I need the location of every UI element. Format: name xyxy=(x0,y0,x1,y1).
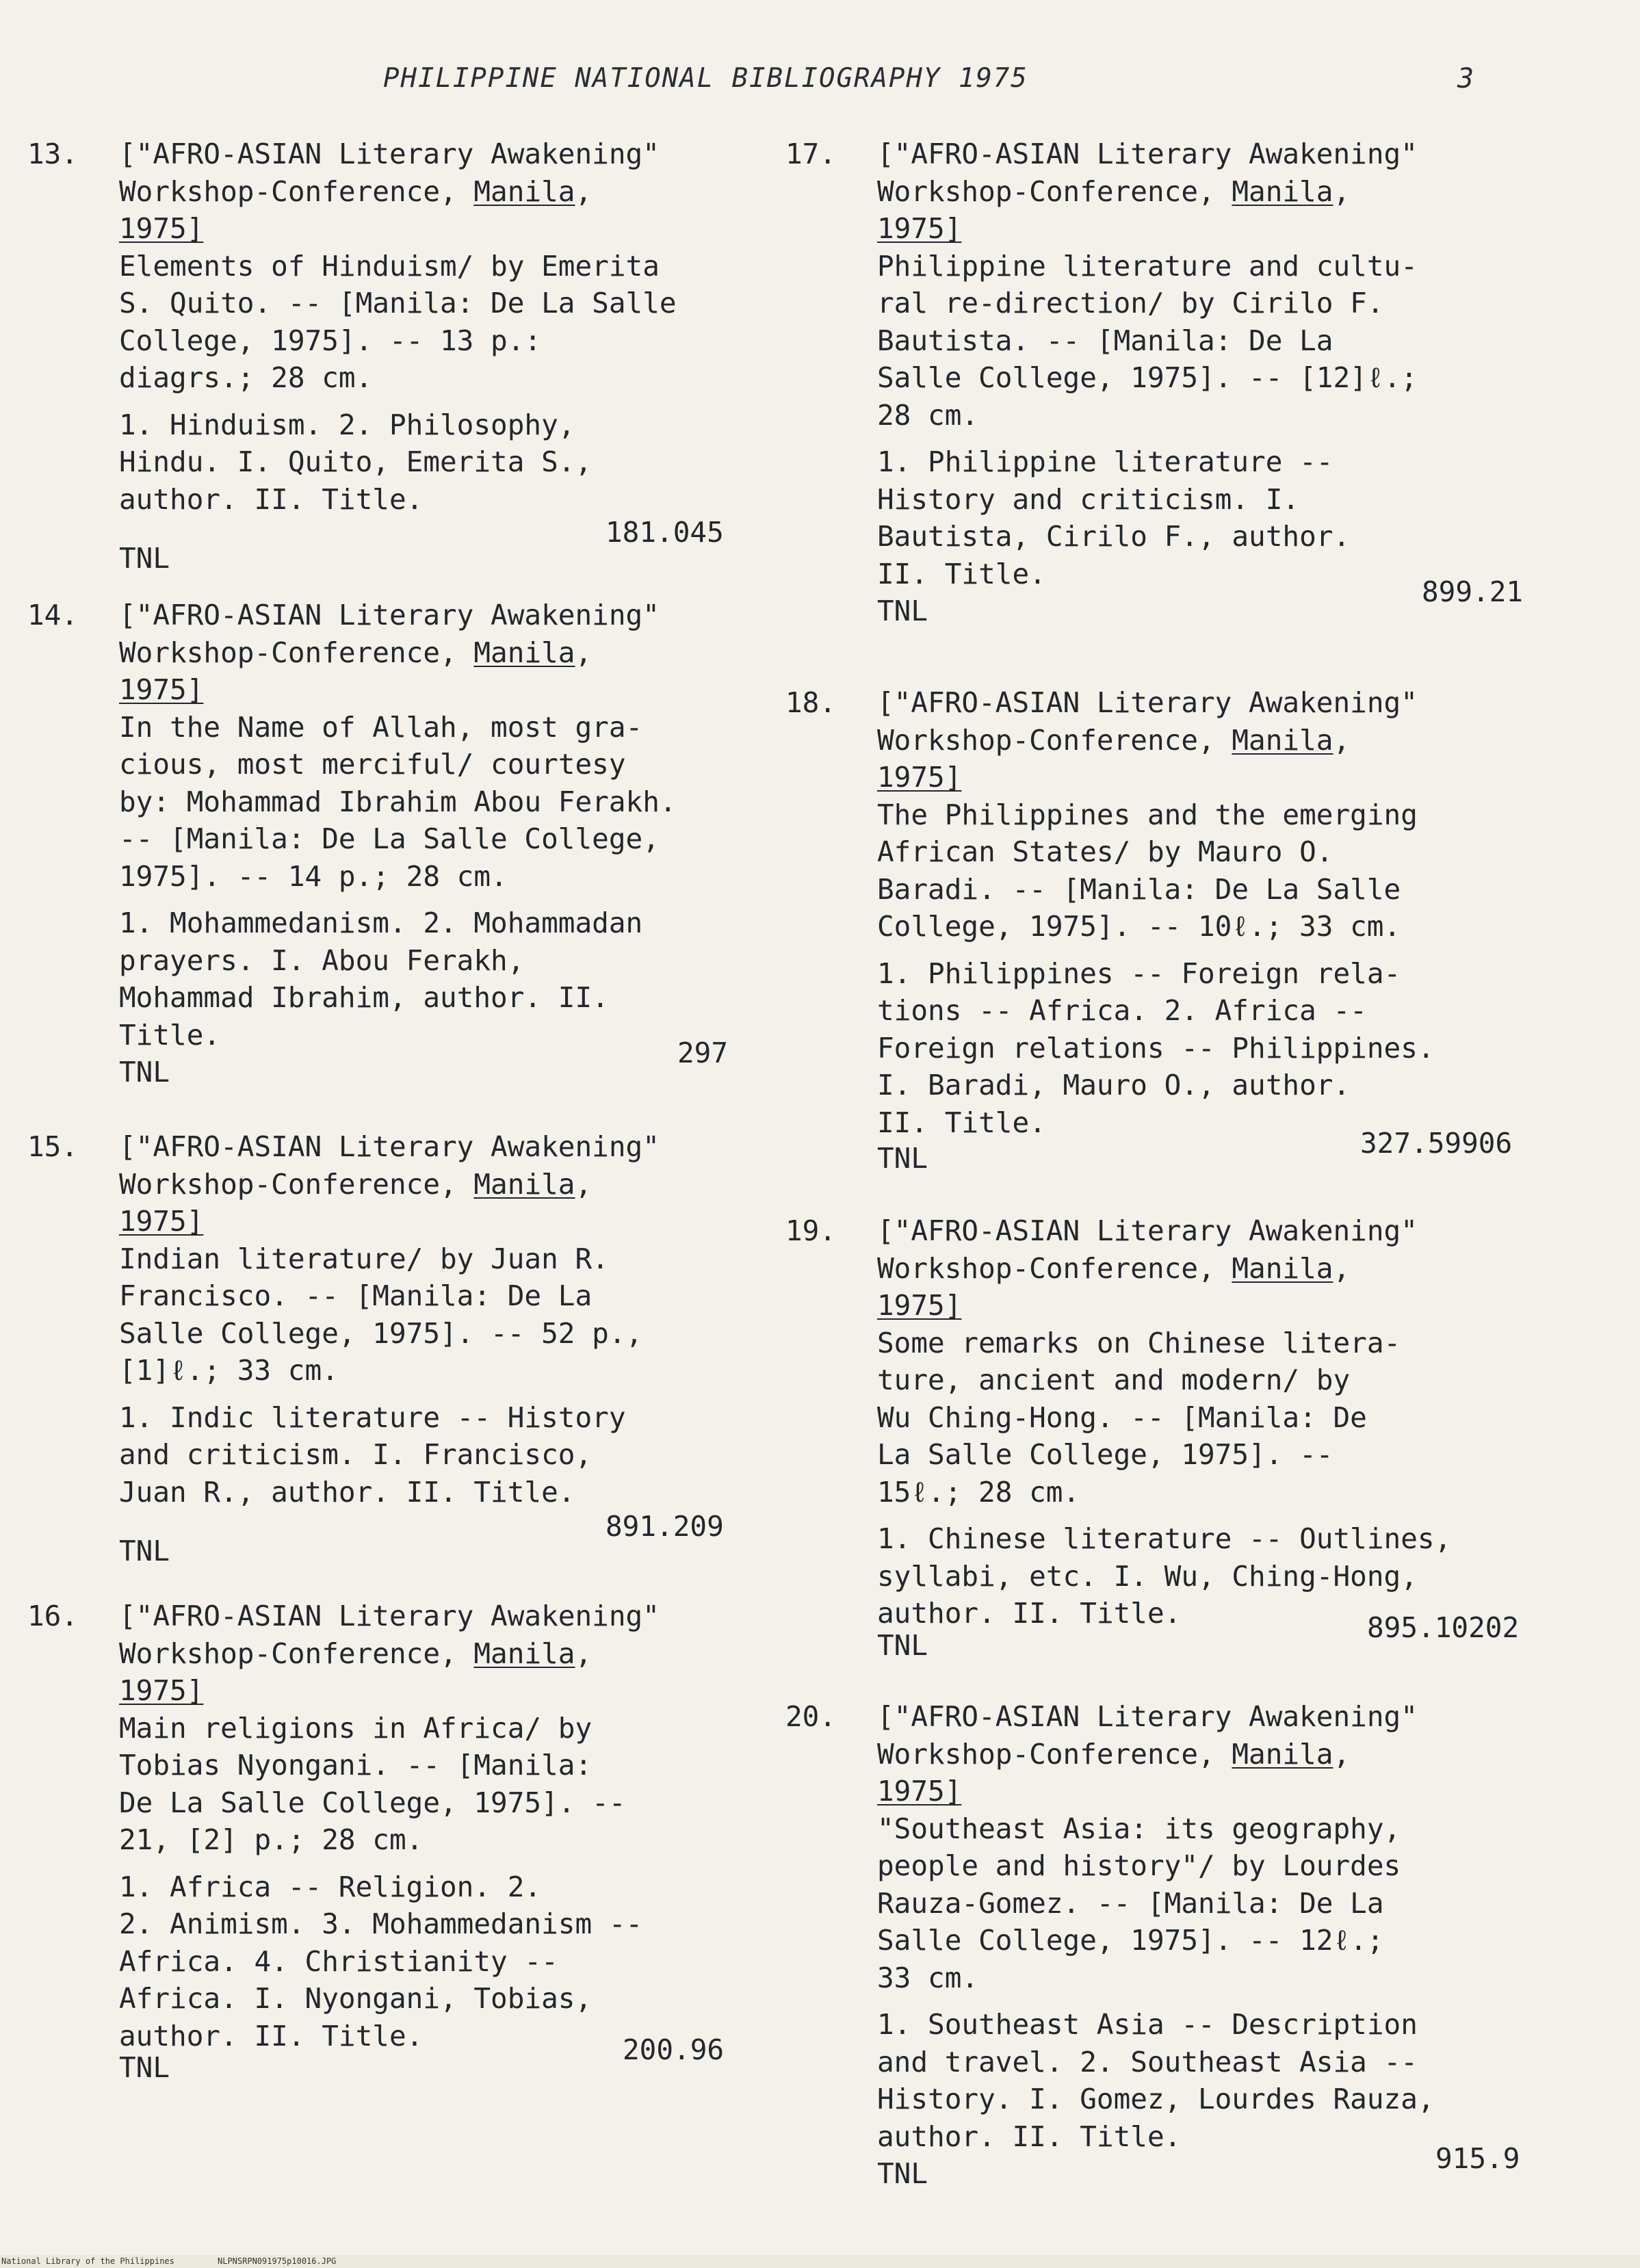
entry-tracings xyxy=(27,1868,746,2055)
page-title: PHILIPPINE NATIONAL BIBLIOGRAPHY 1975 xyxy=(383,63,1028,94)
heading-line: ["AFRO-ASIAN Literary Awakening" xyxy=(877,686,1418,719)
description-line: 33 cm. xyxy=(877,1961,979,1994)
heading-place: Manila xyxy=(473,636,575,669)
tracing-line: 1. Mohammedanism. 2. Mohammadan xyxy=(119,907,643,939)
library-code: TNL xyxy=(877,595,928,627)
heading-punct: , xyxy=(1333,1251,1351,1285)
description-line: 21, [2] p.; 28 cm. xyxy=(119,1823,424,1856)
entry-tracings xyxy=(27,904,746,1054)
entry-tracings xyxy=(785,955,1545,1142)
library-code: TNL xyxy=(877,1628,928,1662)
heading-line xyxy=(877,1736,1545,1773)
description-line: Rauza-Gomez. -- [Manila: De La xyxy=(877,1886,1384,1920)
tracing-line: History and criticism. I. xyxy=(877,482,1300,516)
description-line: De La Salle College, 1975]. -- xyxy=(119,1786,626,1819)
heading-place: Manila xyxy=(473,174,575,208)
description-line: Francisco. -- [Manila: De La xyxy=(119,1279,593,1312)
page-header xyxy=(0,63,1640,104)
heading-line xyxy=(877,173,1545,211)
heading-line: ["AFRO-ASIAN Literary Awakening" xyxy=(119,1600,660,1632)
tracing-line: author. II. Title. xyxy=(119,2019,424,2052)
class-number: 200.96 xyxy=(623,2033,725,2066)
heading-punct: , xyxy=(575,1637,593,1670)
left-column xyxy=(27,135,746,2084)
description-line: people and history"/ by Lourdes xyxy=(877,1849,1401,1882)
heading-text: Workshop-Conference, xyxy=(119,636,474,669)
tracing-line: Foreign relations -- Philippines. xyxy=(877,1031,1435,1065)
description-line: The Philippines and the emerging xyxy=(877,798,1418,831)
entry-description xyxy=(785,796,1545,946)
entry-heading xyxy=(27,1128,746,1240)
catalog-entry xyxy=(785,684,1545,1212)
description-line: -- [Manila: De La Salle College, xyxy=(119,822,660,855)
description-line: Some remarks on Chinese litera- xyxy=(877,1326,1401,1359)
catalog-entry xyxy=(785,1698,1545,2190)
description-line: Wu Ching-Hong. -- [Manila: De xyxy=(877,1400,1367,1434)
description-line: 28 cm. xyxy=(877,398,979,432)
heading-line: ["AFRO-ASIAN Literary Awakening" xyxy=(119,1130,660,1163)
entry-number: 18. xyxy=(785,686,837,719)
heading-line: ["AFRO-ASIAN Literary Awakening" xyxy=(877,138,1418,170)
description-line: [1]ℓ.; 33 cm. xyxy=(119,1354,339,1387)
footer-institution: National Library of the Philippines xyxy=(1,2256,174,2266)
tracing-line: 1. Chinese literature -- Outlines, xyxy=(877,1522,1452,1555)
heading-text: Workshop-Conference, xyxy=(119,1637,474,1670)
entry-number: 19. xyxy=(785,1214,837,1247)
heading-punct: , xyxy=(575,636,593,669)
tracing-line: author. II. Title. xyxy=(119,482,424,516)
heading-punct: , xyxy=(1333,174,1351,208)
library-code: TNL xyxy=(119,2051,170,2084)
entry-description xyxy=(785,1810,1545,1997)
description-line: La Salle College, 1975]. -- xyxy=(877,1438,1333,1471)
heading-line xyxy=(877,1250,1545,1288)
entry-description xyxy=(27,248,746,397)
catalog-entry xyxy=(785,135,1545,684)
description-line: "Southeast Asia: its geography, xyxy=(877,1812,1401,1845)
description-line: ture, ancient and modern/ by xyxy=(877,1364,1351,1396)
description-line: Main religions in Africa/ by xyxy=(119,1711,593,1745)
heading-line xyxy=(877,722,1545,759)
catalog-entry xyxy=(27,1128,746,1598)
entry-number: 14. xyxy=(27,599,79,631)
heading-place: Manila xyxy=(1232,1737,1333,1771)
heading-line: ["AFRO-ASIAN Literary Awakening" xyxy=(877,1214,1418,1247)
library-code: TNL xyxy=(119,1535,170,1567)
entry-number: 17. xyxy=(785,138,837,170)
entry-description xyxy=(785,248,1545,434)
class-number: 297 xyxy=(677,1037,729,1069)
heading-line: ["AFRO-ASIAN Literary Awakening" xyxy=(119,599,660,631)
description-line: African States/ by Mauro O. xyxy=(877,835,1333,868)
heading-place: Manila xyxy=(1232,723,1333,757)
heading-text: Workshop-Conference, xyxy=(119,1167,474,1201)
heading-line: ["AFRO-ASIAN Literary Awakening" xyxy=(119,138,660,170)
tracing-line: 2. Animism. 3. Mohammedanism -- xyxy=(119,1907,643,1940)
heading-text: Workshop-Conference, xyxy=(119,174,474,208)
description-line: Indian literature/ by Juan R. xyxy=(119,1242,609,1275)
entry-tracings xyxy=(27,1399,746,1511)
entry-heading xyxy=(27,135,746,248)
class-number: 895.10202 xyxy=(1367,1611,1520,1644)
heading-line xyxy=(119,1635,746,1673)
heading-place: Manila xyxy=(1232,1251,1333,1285)
catalog-entry xyxy=(27,597,746,1128)
heading-text: Workshop-Conference, xyxy=(877,1251,1232,1285)
description-line: 1975]. -- 14 p.; 28 cm. xyxy=(119,859,508,893)
heading-text: Workshop-Conference, xyxy=(877,174,1232,208)
description-line: In the Name of Allah, most gra- xyxy=(119,710,643,744)
entry-heading xyxy=(27,597,746,709)
heading-punct: , xyxy=(1333,1737,1351,1771)
entry-heading xyxy=(785,1698,1545,1810)
tracing-line: syllabi, etc. I. Wu, Ching-Hong, xyxy=(877,1559,1418,1593)
description-line: cious, most merciful/ courtesy xyxy=(119,748,626,781)
tracing-line: Title. xyxy=(119,1018,221,1052)
entry-tracings xyxy=(785,443,1545,592)
heading-text: Workshop-Conference, xyxy=(877,1737,1232,1771)
heading-line xyxy=(119,634,746,672)
tracing-line: History. I. Gomez, Lourdes Rauza, xyxy=(877,2083,1435,2115)
heading-year: 1975] xyxy=(119,673,204,706)
library-code: TNL xyxy=(877,2157,928,2190)
heading-year: 1975] xyxy=(877,761,962,794)
description-line: diagrs.; 28 cm. xyxy=(119,361,373,394)
library-code: TNL xyxy=(119,542,170,575)
entry-heading xyxy=(785,684,1545,796)
tracing-line: 1. Philippine literature -- xyxy=(877,445,1333,478)
scan-footer xyxy=(0,2255,1640,2268)
entry-heading xyxy=(27,1598,746,1710)
description-line: Tobias Nyongani. -- [Manila: xyxy=(119,1749,593,1782)
tracing-line: author. II. Title. xyxy=(877,2120,1182,2153)
tracing-line: 1. Indic literature -- History xyxy=(119,1400,626,1434)
tracing-line: II. Title. xyxy=(877,1106,1046,1139)
tracing-line: and travel. 2. Southeast Asia -- xyxy=(877,2045,1418,2078)
tracing-line: Mohammad Ibrahim, author. II. xyxy=(119,981,609,1014)
page-number: 3 xyxy=(1457,63,1474,94)
heading-line: ["AFRO-ASIAN Literary Awakening" xyxy=(877,1700,1418,1733)
entry-description xyxy=(27,1240,746,1390)
class-number: 891.209 xyxy=(606,1510,724,1543)
description-line: Salle College, 1975]. -- 52 p., xyxy=(119,1316,643,1350)
tracing-line: Bautista, Cirilo F., author. xyxy=(877,520,1351,553)
tracing-line: Africa. I. Nyongani, Tobias, xyxy=(119,1982,593,2015)
catalog-entry xyxy=(785,1212,1545,1698)
entry-heading xyxy=(785,135,1545,248)
heading-year: 1975] xyxy=(877,1775,962,1808)
entry-description xyxy=(27,1710,746,1859)
right-column xyxy=(785,135,1545,2190)
tracing-line: author. II. Title. xyxy=(877,1597,1182,1630)
tracing-line: II. Title. xyxy=(877,557,1046,590)
class-number: 915.9 xyxy=(1435,2142,1520,2175)
tracing-line: 1. Southeast Asia -- Description xyxy=(877,2008,1418,2041)
tracing-line: Juan R., author. II. Title. xyxy=(119,1475,575,1509)
entry-tracings xyxy=(785,2006,1545,2155)
catalog-entry xyxy=(27,135,746,597)
heading-place: Manila xyxy=(473,1637,575,1670)
description-line: Philippine literature and cultu- xyxy=(877,249,1418,283)
library-code: TNL xyxy=(877,1142,928,1175)
tracing-line: 1. Africa -- Religion. 2. xyxy=(119,1870,542,1903)
entry-number: 13. xyxy=(27,138,79,170)
class-number: 327.59906 xyxy=(1360,1127,1513,1160)
footer-file-id: NLPNSRPN091975p10016.JPG xyxy=(218,2256,337,2266)
description-line: Baradi. -- [Manila: De La Salle xyxy=(877,872,1401,906)
class-number: 181.045 xyxy=(606,516,724,549)
class-number: 899.21 xyxy=(1422,575,1524,608)
description-line: ral re-direction/ by Cirilo F. xyxy=(877,287,1384,320)
heading-punct: , xyxy=(575,1167,593,1201)
heading-year: 1975] xyxy=(877,1289,962,1322)
entry-tracings xyxy=(27,406,746,519)
tracing-line: Africa. 4. Christianity -- xyxy=(119,1944,558,1978)
heading-punct: , xyxy=(575,174,593,208)
heading-year: 1975] xyxy=(877,212,962,245)
tracing-line: 1. Philippines -- Foreign rela- xyxy=(877,956,1401,990)
library-code: TNL xyxy=(119,1056,170,1089)
tracing-line: Hindu. I. Quito, Emerita S., xyxy=(119,445,593,478)
heading-punct: , xyxy=(1333,723,1351,757)
heading-year: 1975] xyxy=(119,1674,204,1707)
description-line: Salle College, 1975]. -- [12]ℓ.; xyxy=(877,361,1418,394)
catalog-entry xyxy=(27,1598,746,2084)
entry-description xyxy=(785,1325,1545,1511)
tracing-line: prayers. I. Abou Ferakh, xyxy=(119,943,525,977)
description-line: by: Mohammad Ibrahim Abou Ferakh. xyxy=(119,785,677,818)
heading-place: Manila xyxy=(473,1167,575,1201)
description-line: Elements of Hinduism/ by Emerita xyxy=(119,249,660,283)
heading-place: Manila xyxy=(1232,174,1333,208)
entry-heading xyxy=(785,1212,1545,1325)
heading-year: 1975] xyxy=(119,212,204,245)
heading-line xyxy=(119,173,746,211)
description-line: College, 1975]. -- 13 p.: xyxy=(119,324,542,357)
heading-year: 1975] xyxy=(119,1205,204,1238)
tracing-line: 1. Hinduism. 2. Philosophy, xyxy=(119,408,575,441)
tracing-line: and criticism. I. Francisco, xyxy=(119,1438,593,1471)
description-line: College, 1975]. -- 10ℓ.; 33 cm. xyxy=(877,910,1401,943)
entry-number: 20. xyxy=(785,1700,837,1733)
entry-description xyxy=(27,709,746,896)
description-line: 15ℓ.; 28 cm. xyxy=(877,1475,1080,1509)
tracing-line: I. Baradi, Mauro O., author. xyxy=(877,1069,1351,1102)
heading-line xyxy=(119,1166,746,1203)
heading-text: Workshop-Conference, xyxy=(877,723,1232,757)
description-line: Bautista. -- [Manila: De La xyxy=(877,324,1333,357)
description-line: Salle College, 1975]. -- 12ℓ.; xyxy=(877,1924,1384,1957)
tracing-line: tions -- Africa. 2. Africa -- xyxy=(877,994,1367,1027)
description-line: S. Quito. -- [Manila: De La Salle xyxy=(119,287,677,320)
entry-number: 16. xyxy=(27,1600,79,1632)
entry-number: 15. xyxy=(27,1130,79,1163)
